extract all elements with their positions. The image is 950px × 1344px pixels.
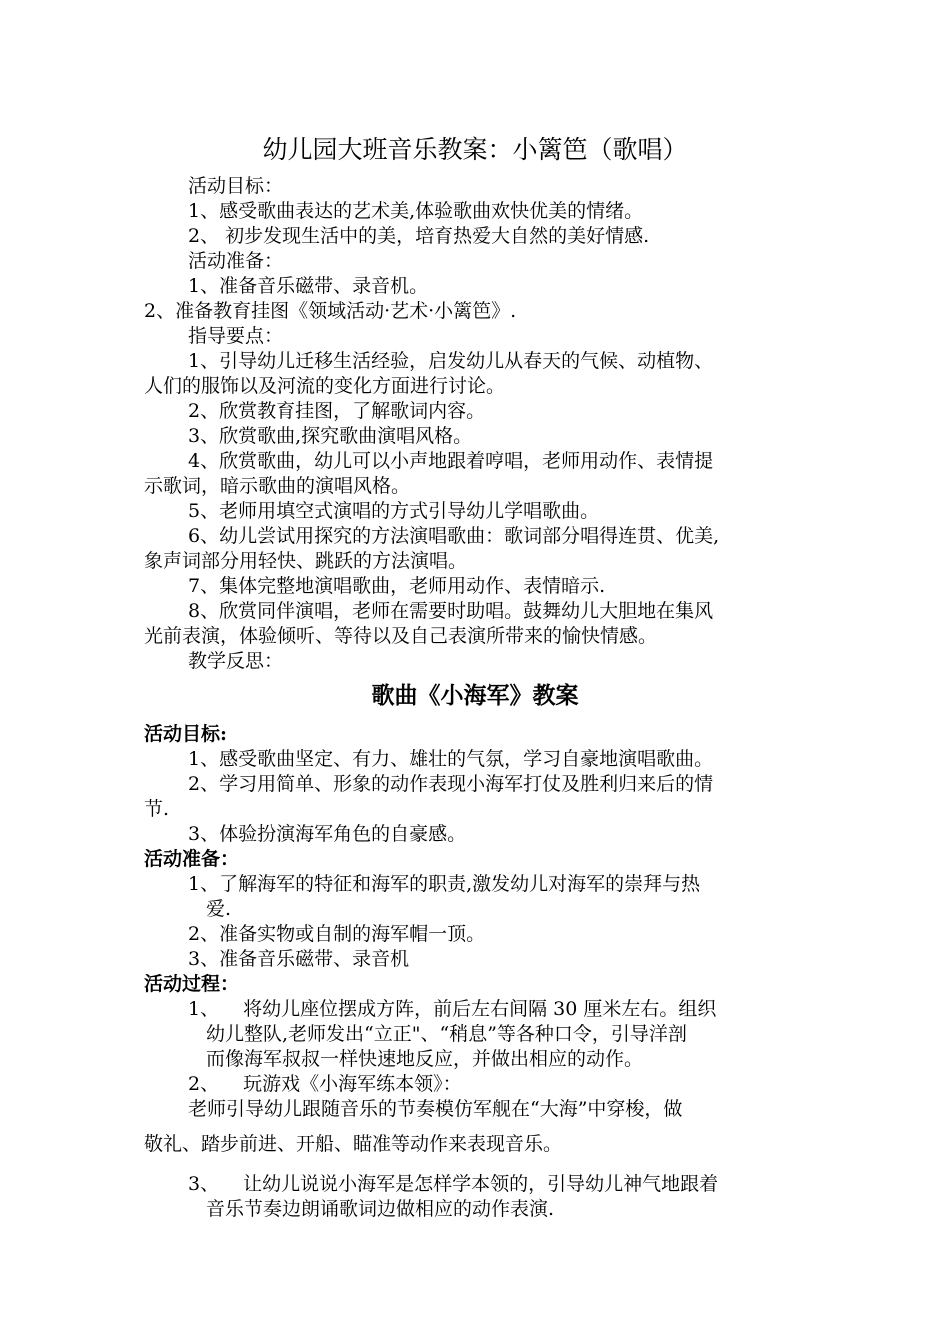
lesson1-title: 幼儿园大班音乐教案：小篱笆（歌唱） — [262, 135, 688, 164]
list-item — [188, 1172, 718, 1197]
text-line: 1、了解海军的特征和海军的职责,激发幼儿对海军的崇拜与热 — [188, 873, 701, 895]
text-line: 3、欣赏歌曲,探究歌曲演唱风格。 — [188, 425, 473, 447]
text-line: 2、准备实物或自制的海军帽一顶。 — [188, 923, 486, 945]
text-line: 4、欣赏歌曲，幼儿可以小声地跟着哼唱，老师用动作、表情提 — [188, 450, 714, 472]
text-line: 光前表演，体验倾听、等待以及自己表演所带来的愉快情感。 — [144, 625, 658, 647]
text-line: 敬礼、踏步前进、开船、瞄准等动作来表现音乐。 — [144, 1133, 563, 1155]
text-line: 2、欣赏教育挂图，了解歌词内容。 — [188, 400, 486, 422]
text-line: 幼儿整队,老师发出“立正"、“稍息”等各种口令，引导洋剖 — [206, 1023, 687, 1045]
text-line: 3、体验扮演海军角色的自豪感。 — [188, 823, 467, 845]
list-number: 2、 — [188, 1073, 220, 1095]
list-number: 1、 — [188, 998, 220, 1020]
list-item — [188, 1072, 462, 1097]
text-line: 2、学习用简单、形象的动作表现小海军打仗及胜利归来后的情 — [188, 773, 714, 795]
text-line: 1、感受歌曲表达的艺术美,体验歌曲欢快优美的情绪。 — [188, 200, 644, 222]
text-line: 7、集体完整地演唱歌曲，老师用动作、表情暗示. — [188, 575, 606, 597]
text-line: 而像海军叔叔一样快速地反应，并做出相应的动作。 — [206, 1048, 644, 1070]
section-heading-guidance: 指导要点： — [188, 325, 284, 347]
section-heading-process: 活动过程： — [144, 973, 240, 995]
text-line: 示歌词，暗示歌曲的演唱风格。 — [144, 475, 411, 497]
text-line: 人们的服饰以及河流的变化方面进行讨论。 — [144, 375, 506, 397]
text-line: 2、 初步发现生活中的美，培育热爱大自然的美好情感. — [188, 225, 650, 247]
text-line: 音乐节奏边朗诵歌词边做相应的动作表演. — [206, 1198, 555, 1220]
text-line: 6、幼儿尝试用探究的方法演唱歌曲：歌词部分唱得连贯、优美, — [188, 525, 720, 547]
text-line: 老师引导幼儿跟随音乐的节奏模仿军舰在“大海”中穿梭，做 — [188, 1098, 683, 1120]
text-line: 1、准备音乐磁带、录音机。 — [188, 275, 429, 297]
text-line: 1、引导幼儿迁移生活经验，启发幼儿从春天的气候、动植物、 — [188, 350, 714, 372]
section-heading-goals: 活动目标: — [144, 723, 228, 745]
section-heading-reflection: 教学反思： — [188, 650, 284, 672]
lesson2-title: 歌曲《小海军》教案 — [371, 682, 579, 709]
text-line: 象声词部分用轻快、跳跃的方法演唱。 — [144, 550, 468, 572]
list-number: 3、 — [188, 1173, 220, 1195]
list-text: 让幼儿说说小海军是怎样学本领的，引导幼儿神气地跟着 — [243, 1173, 719, 1195]
text-line: 节. — [144, 798, 170, 820]
section-heading-goals: 活动目标： — [188, 175, 284, 197]
text-line: 2、准备教育挂图《领域活动·艺术·小篱笆》. — [144, 300, 517, 322]
text-line: 爱. — [206, 898, 232, 920]
text-line: 3、准备音乐磁带、录音机 — [188, 948, 410, 970]
section-heading-preparation: 活动准备： — [144, 848, 240, 870]
list-text: 玩游戏《小海军练本领》： — [243, 1073, 462, 1095]
text-line: 1、感受歌曲坚定、有力、雄壮的气氛，学习自豪地演唱歌曲。 — [188, 748, 714, 770]
text-line: 5、老师用填空式演唱的方式引导幼儿学唱歌曲。 — [188, 500, 600, 522]
text-line: 8、欣赏同伴演唱，老师在需要时助唱。鼓舞幼儿大胆地在集风 — [188, 600, 714, 622]
list-item — [188, 997, 716, 1022]
section-heading-preparation: 活动准备： — [188, 250, 284, 272]
list-text: 将幼儿座位摆成方阵，前后左右间隔 30 厘米左右。组织 — [243, 998, 717, 1020]
